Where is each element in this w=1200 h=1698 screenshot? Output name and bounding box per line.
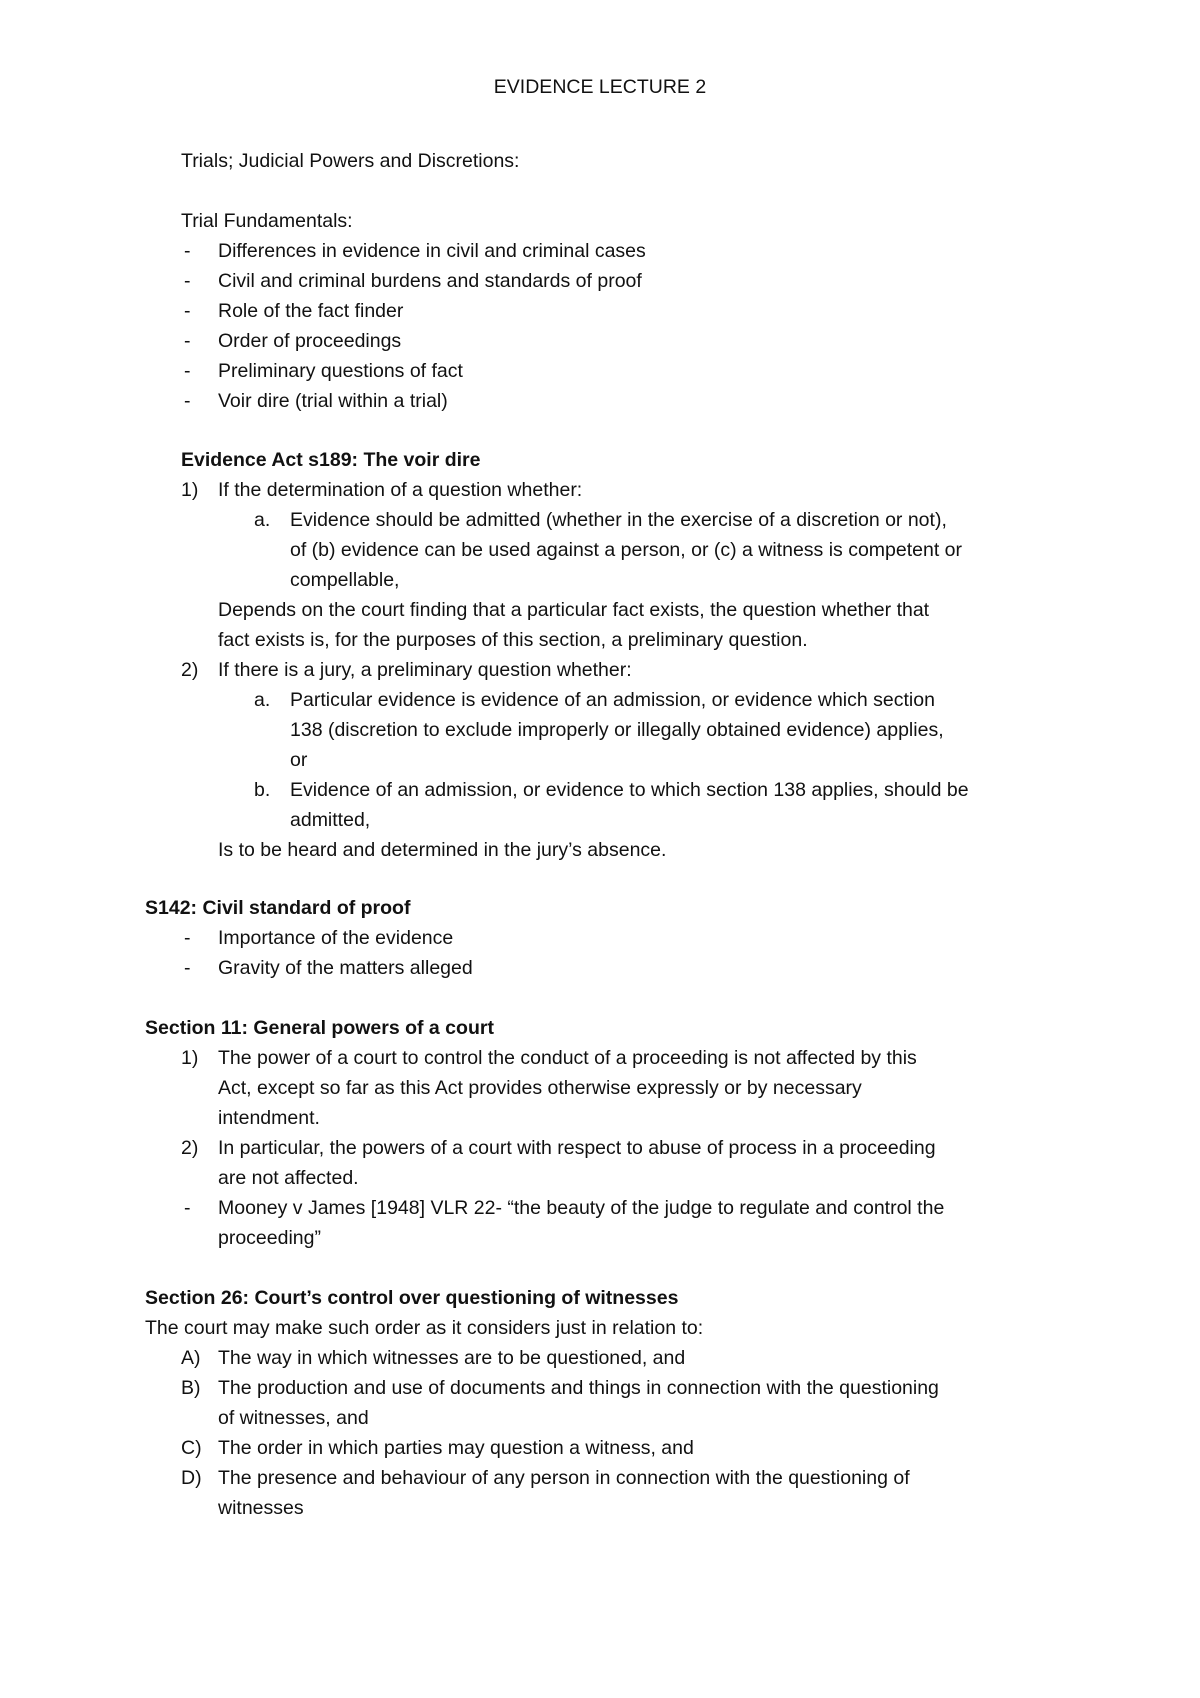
s11-para-1-line: intendment. xyxy=(218,1107,320,1129)
s26-item-b-line: The production and use of documents and things in connection with the questioning xyxy=(218,1377,939,1399)
list-item: Order of proceedings xyxy=(218,330,402,352)
s11-para-1-line: The power of a court to control the conduct of a proceeding is not affected by this xyxy=(218,1047,917,1069)
list-item: Importance of the evidence xyxy=(218,927,454,949)
bullet-marker: - xyxy=(184,360,191,382)
s11-para-2-line: In particular, the powers of a court with respect to abuse of process in a proceeding xyxy=(218,1137,936,1159)
bullet-marker: - xyxy=(184,330,191,352)
s189-1a-line: compellable, xyxy=(290,569,400,591)
s189-1a-line: Evidence should be admitted (whether in the exercise of a discretion or not), xyxy=(290,509,947,531)
s11-para-1-line: Act, except so far as this Act provides otherwise expressly or by necessary xyxy=(218,1077,862,1099)
s189-2a-line: 138 (discretion to exclude improperly or illegally obtained evidence) applies, xyxy=(290,719,944,741)
list-item: Role of the fact finder xyxy=(218,300,404,322)
list-letter: B) xyxy=(181,1377,201,1399)
s26-item-d-line: The presence and behaviour of any person in connection with the questioning of xyxy=(218,1467,910,1489)
list-letter: a. xyxy=(254,689,271,711)
s189-closing: Is to be heard and determined in the jury’s absence. xyxy=(218,839,667,861)
list-item: Differences in evidence in civil and criminal cases xyxy=(218,240,646,262)
list-number: 2) xyxy=(181,659,199,681)
bullet-marker: - xyxy=(184,390,191,412)
s189-heading: Evidence Act s189: The voir dire xyxy=(181,449,481,471)
s189-depends-line: fact exists is, for the purposes of this section, a preliminary question. xyxy=(218,629,808,651)
s189-2b-line: admitted, xyxy=(290,809,371,831)
s189-para-2: If there is a jury, a preliminary question whether: xyxy=(218,659,632,681)
s189-2a-line: or xyxy=(290,749,308,771)
s189-para-1: If the determination of a question whether: xyxy=(218,479,583,501)
document-subtitle: Trials; Judicial Powers and Discretions: xyxy=(181,150,520,172)
s189-2a-line: Particular evidence is evidence of an admission, or evidence which section xyxy=(290,689,935,711)
s189-1a-line: of (b) evidence can be used against a person, or (c) a witness is competent or xyxy=(290,539,963,561)
list-number: 2) xyxy=(181,1137,199,1159)
bullet-marker: - xyxy=(184,300,191,322)
s142-heading: S142: Civil standard of proof xyxy=(145,897,411,919)
bullet-marker: - xyxy=(184,240,191,262)
s26-intro: The court may make such order as it considers just in relation to: xyxy=(145,1317,704,1339)
list-number: 1) xyxy=(181,479,199,501)
list-letter: C) xyxy=(181,1437,202,1459)
list-item: Civil and criminal burdens and standards of proof xyxy=(218,270,642,292)
list-item: Voir dire (trial within a trial) xyxy=(218,390,448,412)
s26-item-c: The order in which parties may question a witness, and xyxy=(218,1437,694,1459)
list-item: Preliminary questions of fact xyxy=(218,360,463,382)
s26-heading: Section 26: Court’s control over questioning of witnesses xyxy=(145,1287,679,1309)
document-title: EVIDENCE LECTURE 2 xyxy=(493,76,707,98)
list-letter: b. xyxy=(254,779,271,801)
s11-heading: Section 11: General powers of a court xyxy=(145,1017,494,1039)
list-number: 1) xyxy=(181,1047,199,1069)
bullet-marker: - xyxy=(184,270,191,292)
s26-item-b-line: of witnesses, and xyxy=(218,1407,369,1429)
s26-item-a: The way in which witnesses are to be questioned, and xyxy=(218,1347,686,1369)
s11-case-line: Mooney v James [1948] VLR 22- “the beauty of the judge to regulate and control the xyxy=(218,1197,945,1219)
list-letter: D) xyxy=(181,1467,202,1489)
list-letter: a. xyxy=(254,509,271,531)
list-item: Gravity of the matters alleged xyxy=(218,957,473,979)
s189-depends-line: Depends on the court finding that a particular fact exists, the question whether that xyxy=(218,599,930,621)
s11-case-line: proceeding” xyxy=(218,1227,321,1249)
bullet-marker: - xyxy=(184,1197,191,1219)
s11-para-2-line: are not affected. xyxy=(218,1167,359,1189)
fundamentals-heading: Trial Fundamentals: xyxy=(181,210,353,232)
bullet-marker: - xyxy=(184,957,191,979)
s189-2b-line: Evidence of an admission, or evidence to which section 138 applies, should be xyxy=(290,779,969,801)
bullet-marker: - xyxy=(184,927,191,949)
s26-item-d-line: witnesses xyxy=(218,1497,304,1519)
list-letter: A) xyxy=(181,1347,201,1369)
